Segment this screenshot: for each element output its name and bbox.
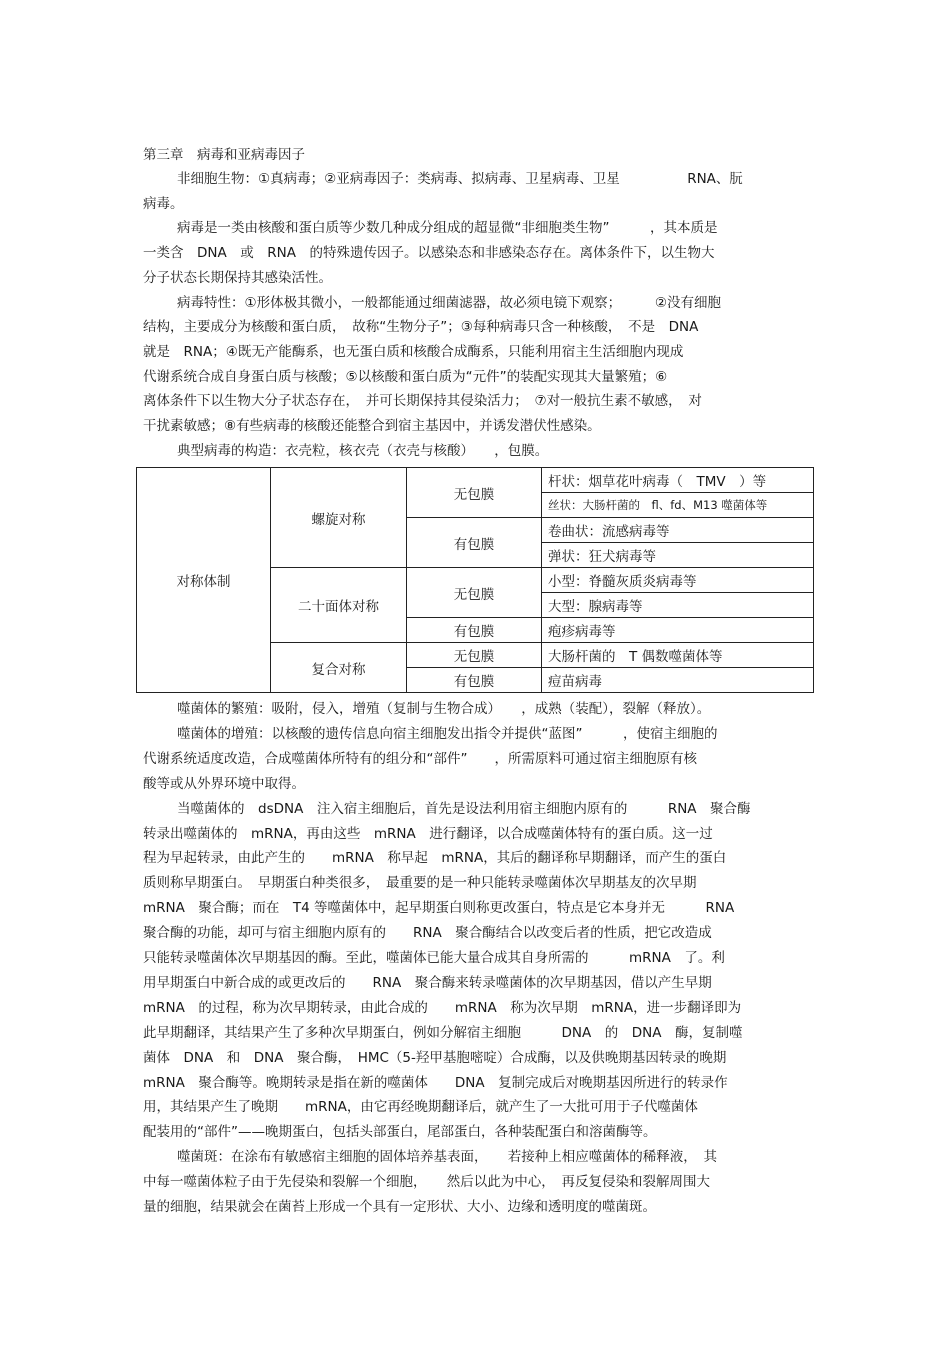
complex-no-envelope-cell: 无包膜 (407, 643, 542, 668)
text-line: 菌体 DNA 和 DNA 聚合酶， HMC（5-羟甲基胞嘧啶）合成酶，以及供晚期基因转录的晚期 (143, 1049, 727, 1066)
complex-no-envelope-example-cell: 大肠杆菌的 T 偶数噬菌体等 (542, 643, 814, 668)
text-line: 噬菌体的繁殖：吸附，侵入，增殖（复制与生物合成） ，成熟（装配），裂解（释放）。 (177, 701, 711, 717)
icosahedral-no-envelope-cell: 无包膜 (407, 568, 542, 618)
text-line: 用，其结果产生了晚期 mRNA，由它再经晚期翻译后，就产生了一大批可用于子代噬菌体 (143, 1099, 698, 1116)
text-line: 此早期翻译，其结果产生了多种次早期蛋白，例如分解宿主细胞 DNA 的 DNA 酶，复制噬 (143, 1024, 743, 1041)
text-line: 用早期蛋白中新合成的或更改后的 RNA 聚合酶来转录噬菌体的次早期基因，借以产生早期 (143, 974, 712, 991)
text-line: 一类含 DNA 或 RNA 的特殊遗传因子。以感染态和非感染态存在。离体条件下，以生物大 (143, 245, 715, 262)
text-line: 典型病毒的构造：衣壳粒，核衣壳（衣壳与核酸） ，包膜。 (177, 442, 549, 459)
text-line: 噬菌体的增殖：以核酸的遗传信息向宿主细胞发出指令并提供“蓝图” ，使宿主细胞的 (177, 725, 718, 742)
text-line: 离体条件下以生物大分子状态存在， 并可长期保持其侵染活力； ⑦对一般抗生素不敏感， 对 (143, 393, 702, 410)
helical-filament-example-cell: 丝状：大肠杆菌的 fl、fd、M13 噬菌体等 (542, 493, 814, 518)
text-line: mRNA 聚合酶等。晚期转录是指在新的噬菌体 DNA 复制完成后对晚期基因所进行的转录作 (143, 1074, 728, 1091)
text-line: 代谢系统合成自身蛋白质与核酸；⑤以核酸和蛋白质为“元件”的装配实现其大量繁殖；⑥ (143, 368, 668, 385)
text-line: 代谢系统适度改造，合成噬菌体所特有的组分和“部件” ，所需原料可通过宿主细胞原有核 (143, 750, 697, 767)
text-line: mRNA 的过程，称为次早期转录，由此合成的 mRNA 称为次早期 mRNA，进一步翻译即为 (143, 999, 742, 1016)
helical-coiled-example-cell: 卷曲状：流感病毒等 (542, 518, 814, 543)
helical-bullet-example-cell: 弹状：狂犬病毒等 (542, 543, 814, 568)
icosahedral-envelope-cell: 有包膜 (407, 618, 542, 643)
text-line: 非细胞生物：①真病毒；②亚病毒因子：类病毒、拟病毒、卫星病毒、卫星 RNA、朊 (177, 171, 743, 187)
text-line: mRNA 聚合酶；而在 T4 等噬菌体中，起早期蛋白则称更改蛋白，特点是它本身并无 RNA (143, 900, 735, 917)
complex-symmetry-cell: 复合对称 (271, 643, 407, 693)
chapter-title: 第三章 病毒和亚病毒因子 (143, 147, 305, 163)
text-line: 质则称早期蛋白。 早期蛋白种类很多， 最重要的是一种只能转录噬菌体次早期基友的次早期 (143, 875, 697, 892)
text-line: 病毒特性：①形体极其微小，一般都能通过细菌滤器，故必须电镜下观察； ②没有细胞 (177, 294, 721, 311)
helical-no-envelope-cell: 无包膜 (407, 468, 542, 518)
helical-rod-example-cell: 杆状：烟草花叶病毒（ TMV ）等 (542, 468, 814, 493)
text-line: 中每一噬菌体粒子由于先侵染和裂解一个细胞， 然后以此为中心， 再反复侵染和裂解周围大 (143, 1174, 710, 1191)
text-line: 分子状态长期保持其感染活性。 (143, 269, 332, 286)
helical-symmetry-cell: 螺旋对称 (271, 468, 407, 568)
text-line: 程为早起转录，由此产生的 mRNA 称早起 mRNA，其后的翻译称早期翻译，而产生的蛋白 (143, 850, 727, 867)
text-line: 干扰素敏感；⑧有些病毒的核酸还能整合到宿主基因中，并诱发潜伏性感染。 (143, 418, 601, 434)
icosahedral-small-example-cell: 小型：脊髓灰质炎病毒等 (542, 568, 814, 593)
text-line: 配装用的“部件”——晚期蛋白，包括头部蛋白，尾部蛋白，各种装配蛋白和溶菌酶等。 (143, 1124, 657, 1141)
text-line: 病毒是一类由核酸和蛋白质等少数几种成分组成的超显微“非细胞类生物” ，其本质是 (177, 220, 718, 237)
text-line: 酸等或从外界环境中取得。 (143, 775, 305, 792)
text-line: 噬菌斑：在涂布有敏感宿主细胞的固体培养基表面， 若接种上相应噬菌体的稀释液， 其 (177, 1149, 717, 1166)
text-line: 转录出噬菌体的 mRNA，再由这些 mRNA 进行翻译，以合成噬菌体特有的蛋白质。这一过 (143, 825, 713, 842)
text-line: 量的细胞，结果就会在菌苔上形成一个具有一定形状、大小、边缘和透明度的噬菌斑。 (143, 1199, 656, 1215)
helical-envelope-cell: 有包膜 (407, 518, 542, 568)
text-line: 聚合酶的功能，却可与宿主细胞内原有的 RNA 聚合酶结合以改变后者的性质，把它改造成 (143, 925, 712, 942)
text-line: 就是 RNA；④既无产能酶系，也无蛋白质和核酸合成酶系，只能利用宿主生活细胞内现成 (143, 343, 684, 360)
virus-structure-table (136, 467, 814, 693)
text-line: 当噬菌体的 dsDNA 注入宿主细胞后，首先是设法利用宿主细胞内原有的 RNA 聚合酶 (177, 800, 751, 817)
icosahedral-large-example-cell: 大型：腺病毒等 (542, 593, 814, 618)
text-line: 结构，主要成分为核酸和蛋白质， 故称“生物分子”；③每种病毒只含一种核酸， 不是 DNA (143, 319, 699, 336)
complex-envelope-cell: 有包膜 (407, 668, 542, 693)
complex-envelope-example-cell: 痘苗病毒 (542, 668, 814, 693)
icosahedral-symmetry-cell: 二十面体对称 (271, 568, 407, 643)
symmetry-header-cell: 对称体制 (137, 468, 271, 693)
icosahedral-envelope-example-cell: 疱疹病毒等 (542, 618, 814, 643)
text-line: 病毒。 (143, 195, 184, 212)
text-line: 只能转录噬菌体次早期基因的酶。至此，噬菌体已能大量合成其自身所需的 mRNA 了。利 (143, 950, 725, 966)
